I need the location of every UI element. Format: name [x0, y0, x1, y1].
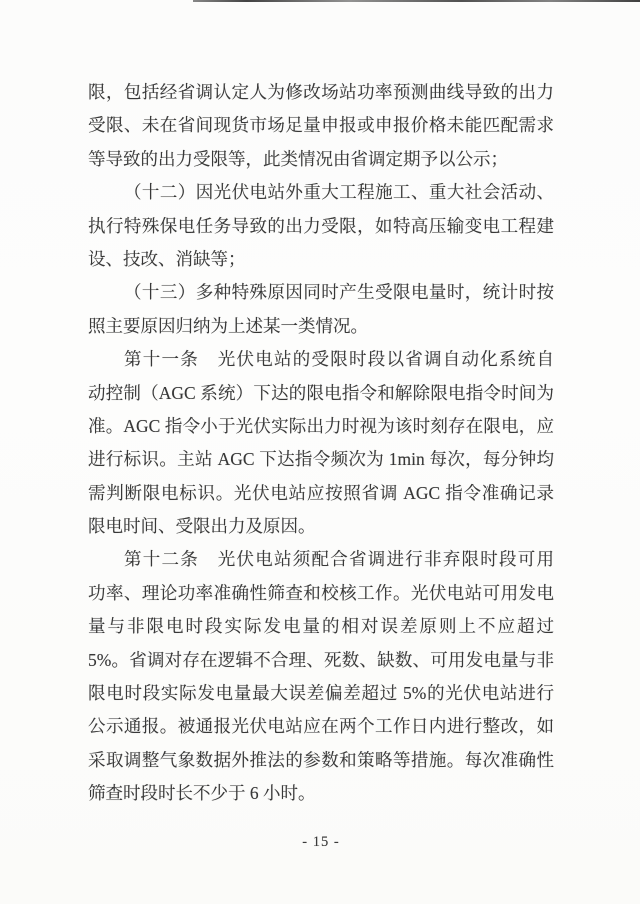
- text-line: 采取调整气象数据外推法的参数和策略等措施。每次准确性: [88, 749, 554, 770]
- text-line: 需判断限电标识。光伏电站应按照省调 AGC 指令准确记录: [88, 482, 554, 503]
- text-line: 限电时段实际发电量最大误差偏差超过 5%的光伏电站进行: [88, 683, 554, 704]
- text-line: 限，包括经省调认定人为修改场站功率预测曲线导致的出力: [88, 82, 554, 102]
- text-line: 第十二条 光伏电站须配合省调进行非弃限时段可用: [124, 549, 554, 570]
- text-line: 受限、未在省间现货市场足量申报或申报价格未能匹配需求: [88, 115, 554, 136]
- text-line: 动控制（AGC 系统）下达的限电指令和解除限电指令时间为: [88, 382, 554, 403]
- text-line: 公示通报。被通报光伏电站应在两个工作日内进行整改，如: [88, 716, 554, 737]
- text-line: （十二）因光伏电站外重大工程施工、重大社会活动、: [124, 182, 554, 203]
- page-number: - 15 -: [302, 834, 340, 850]
- text-line: 量与非限电时段实际发电量的相对误差原则上不应超过: [88, 616, 554, 637]
- text-line: 进行标识。主站 AGC 下达指令频次为 1min 每次，每分钟均: [88, 449, 554, 470]
- text-line: 照主要原因归纳为上述某一类情况。: [88, 315, 368, 336]
- text-line: 第十一条 光伏电站的受限时段以省调自动化系统自: [124, 349, 554, 370]
- document-body: [88, 76, 554, 811]
- text-line: 限电时间、受限出力及原因。: [88, 516, 316, 537]
- text-line: 功率、理论功率准确性筛查和校核工作。光伏电站可用发电: [88, 582, 554, 603]
- text-line: 准。AGC 指令小于光伏实际出力时视为该时刻存在限电，应: [88, 415, 554, 436]
- text-line: 筛查时段时长不少于 6 小时。: [88, 783, 316, 804]
- text-line: 设、技改、消缺等；: [88, 248, 246, 269]
- text-line: 等导致的出力受限等，此类情况由省调定期予以公示；: [88, 148, 508, 169]
- text-line: 执行特殊保电任务导致的出力受限，如特高压输变电工程建: [88, 215, 554, 236]
- scan-edge-artifact: [193, 0, 640, 2]
- text-line: 5%。省调对存在逻辑不合理、死数、缺数、可用发电量与非: [88, 649, 554, 670]
- text-line: （十三）多种特殊原因同时产生受限电量时，统计时按: [124, 282, 554, 303]
